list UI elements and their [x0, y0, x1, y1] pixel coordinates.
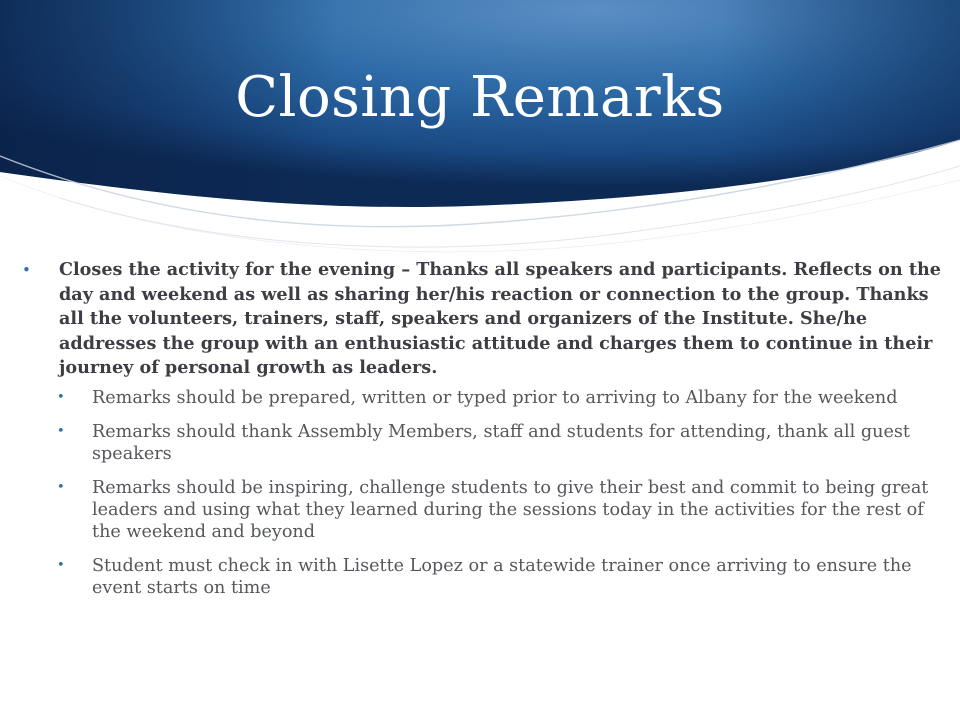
sub-bullet-text: Student must check in with Lisette Lopez or a statewide trainer once arriving to ensure the event starts on time: [92, 555, 912, 598]
sub-bullet-text: Remarks should thank Assembly Members, staff and students for attending, thank all guest speakers: [92, 421, 910, 464]
slide-content: [22, 258, 948, 611]
sub-bullet-list: [22, 387, 948, 599]
sub-bullet-text: Remarks should be inspiring, challenge students to give their best and commit to being great leaders and using what they learned during the sessions today in the activities for the rest of the weekend and beyond: [92, 477, 929, 542]
header-background: [0, 0, 960, 270]
sub-bullet-item: [22, 421, 948, 465]
bullet-icon: •: [57, 423, 65, 439]
bullet-text: Closes the activity for the evening – Thanks all speakers and participants. Reflects on the day and weekend as well as sharing her/his reaction or connection to the group. Thanks all the volunteers, trainers, staff, speakers and organizers of the Institute. She/he addresses the group with an enthusiastic attitude and charges them to continue in their journey of personal growth as leaders.: [59, 259, 941, 378]
sub-bullet-text: Remarks should be prepared, written or typed prior to arriving to Albany for the weekend: [92, 387, 898, 408]
slide-title: Closing Remarks: [235, 65, 725, 130]
sub-bullet-item: [22, 477, 948, 543]
bullet-icon: •: [57, 557, 65, 573]
sub-bullet-item: [22, 387, 948, 409]
bullet-item: [22, 258, 948, 381]
bullet-list: [22, 258, 948, 381]
bullet-icon: •: [57, 389, 65, 405]
bullet-icon: •: [57, 479, 65, 495]
bullet-icon: •: [22, 261, 31, 279]
sub-bullet-item: [22, 555, 948, 599]
